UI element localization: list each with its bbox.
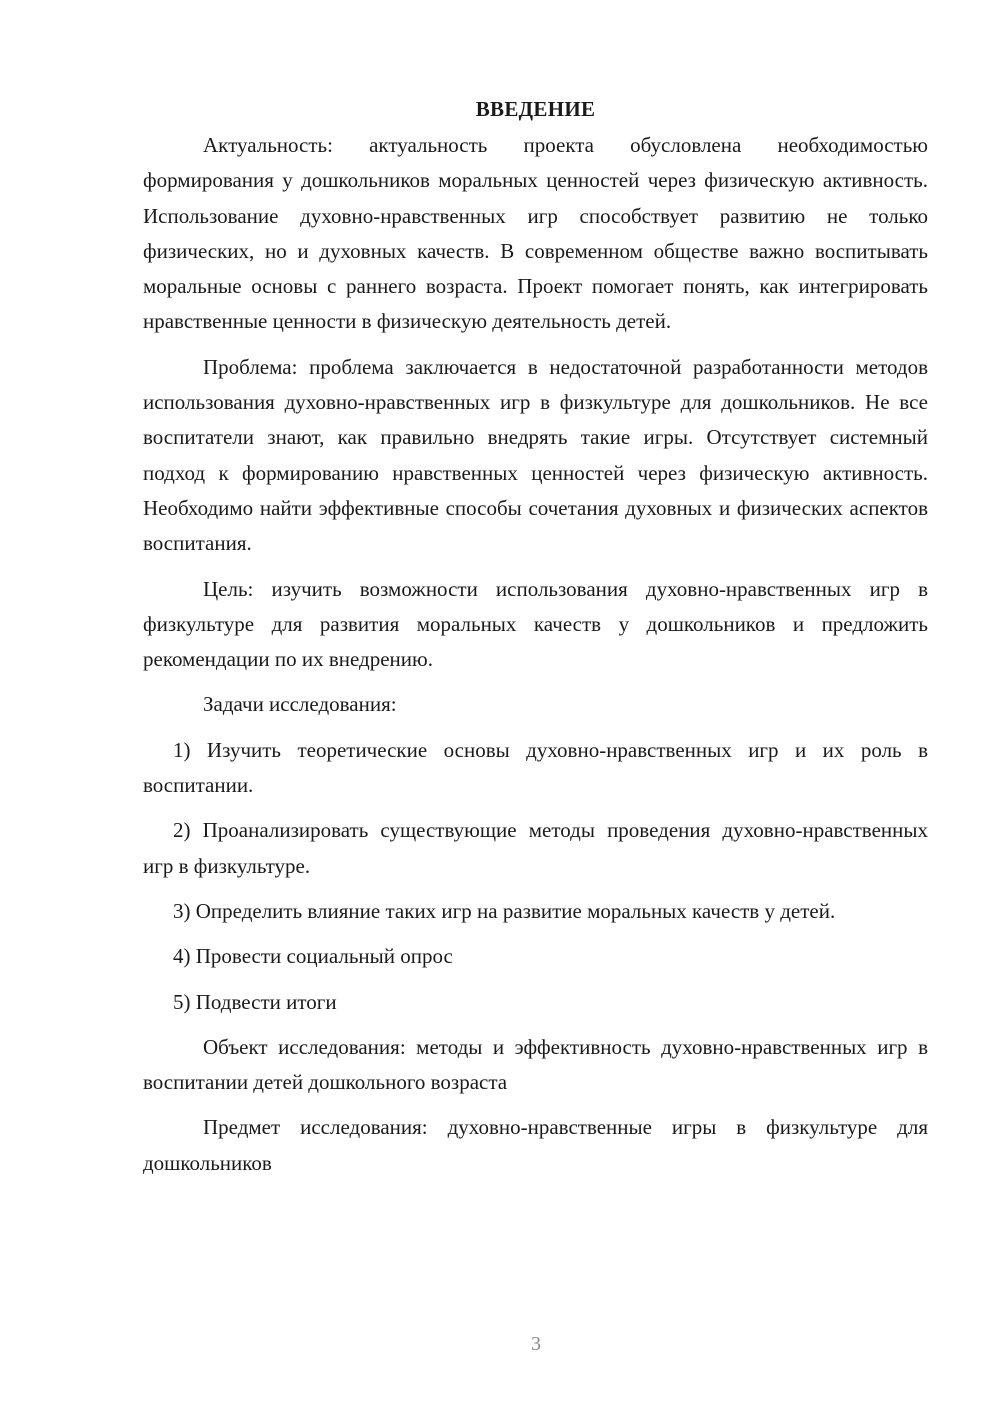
paragraph-object: Объект исследования: методы и эффективность духовно-нравственных игр в воспитании детей дошкольного возраста (143, 1034, 928, 1095)
paragraph-problem: Проблема: проблема заключается в недостаточной разработанности методов использования духовно-нравственных игр в физкультуре для дошкольников. Не все воспитатели знают, как правильно внедрять такие игры. Отсутствует системный подход к формированию нравственных ценностей через физическую активность. Необходимо найти эффективные способы сочетания духовных и физических аспектов воспитания. (143, 354, 928, 556)
list-item: 5) Подвести итоги (173, 989, 337, 1014)
paragraph-relevance: Актуальность: актуальность проекта обусловлена необходимостью формирования у дошкольников моральных ценностей через физическую активность. Использование духовно-нравственных игр способствует развитию не только физических, но и духовных качеств. В современном обществе важно воспитывать моральные основы с раннего возраста. Проект помогает понять, как интегрировать нравственные ценности в физическую деятельность детей. (143, 133, 928, 334)
list-item: 4) Провести социальный опрос (173, 944, 453, 969)
list-item: 3) Определить влияние таких игр на развитие моральных качеств у детей. (173, 898, 836, 923)
document-title: ВВЕДЕНИЕ (475, 97, 596, 121)
tasks-list (143, 733, 928, 1020)
list-item: 1) Изучить теоретические основы духовно-нравственных игр и их роль в воспитании. (143, 737, 928, 798)
paragraph-goal: Цель: изучить возможности использования духовно-нравственных игр в физкультуре для развития моральных качеств у дошкольников и предложить рекомендации по их внедрению. (143, 576, 928, 672)
tasks-heading: Задачи исследования: (203, 692, 397, 717)
paragraph-subject: Предмет исследования: духовно-нравственные игры в физкультуре для дошкольников (143, 1115, 928, 1175)
page-number: 3 (531, 1333, 541, 1355)
document-page (143, 92, 928, 1191)
list-item: 2) Проанализировать существующие методы проведения духовно-нравственных игр в физкультуре. (143, 818, 928, 878)
